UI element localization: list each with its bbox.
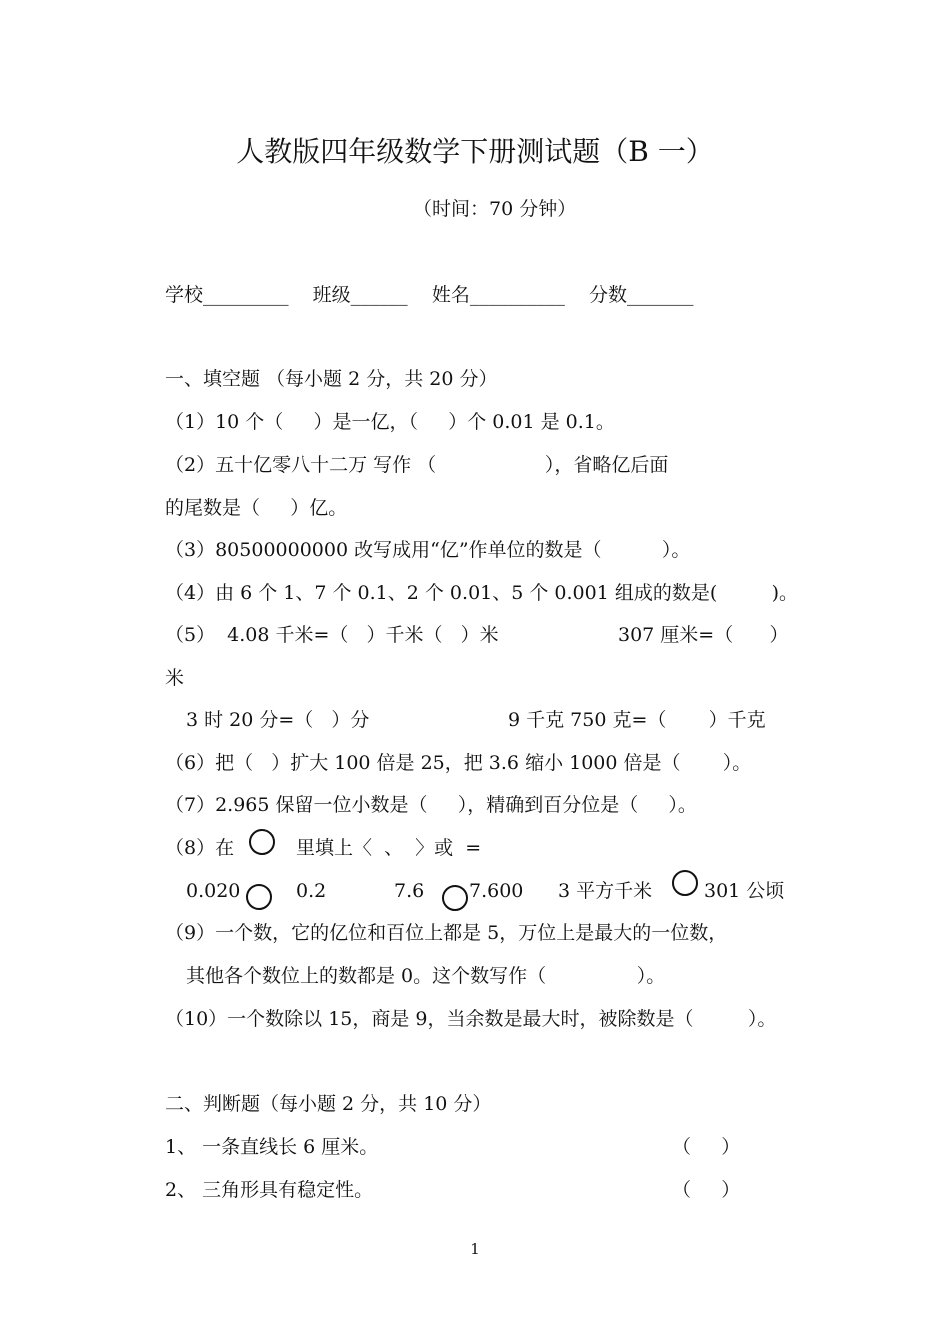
section-heading: 二、判断题（每小题 2 分，共 10 分） bbox=[165, 1093, 492, 1115]
question-line: 307 厘米=（ ） bbox=[618, 624, 789, 646]
comparison-circle-icon bbox=[249, 829, 275, 855]
question-line: （4）由 6 个 1、7 个 0.1、2 个 0.01、5 个 0.001 组成的数是( )。 bbox=[165, 582, 799, 604]
comparison-circle-icon bbox=[246, 884, 272, 910]
question-line: （8）在 bbox=[165, 837, 235, 859]
question-line: （10）一个数除以 15，商是 9，当余数是最大时，被除数是（ ）。 bbox=[165, 1008, 777, 1030]
comparison-value: 3 平方千米 bbox=[558, 880, 653, 902]
comparison-value: 301 公顷 bbox=[704, 880, 785, 902]
section-heading: 一、填空题 （每小题 2 分，共 20 分） bbox=[165, 368, 498, 390]
judgement-item: 1、 一条直线长 6 厘米。 bbox=[165, 1136, 379, 1158]
question-line: （6）把（ ）扩大 100 倍是 25，把 3.6 缩小 1000 倍是（ ）。 bbox=[165, 752, 752, 774]
question-line: （3）80500000000 改写成用“亿”作单位的数是（ ）。 bbox=[165, 539, 691, 561]
comparison-value: 7.6 bbox=[394, 880, 425, 902]
question-line: 9 千克 750 克=（ ）千克 bbox=[508, 709, 766, 731]
comparison-circle-icon bbox=[672, 870, 698, 896]
time-note: （时间：70 分钟） bbox=[413, 198, 577, 220]
answer-parentheses: （ ） bbox=[672, 1179, 741, 1201]
page-number: 1 bbox=[470, 1240, 480, 1258]
page-title: 人教版四年级数学下册测试题（B 一） bbox=[236, 135, 714, 168]
question-line: （9）一个数，它的亿位和百位上都是 5，万位上是最大的一位数， bbox=[165, 922, 728, 944]
student-info-line: 学校_________ 班级______ 姓名__________ 分数_______ bbox=[165, 284, 694, 306]
comparison-value: 7.600 bbox=[469, 880, 524, 902]
answer-parentheses: （ ） bbox=[672, 1136, 741, 1158]
question-line: （2）五十亿零八十二万 写作 （ ），省略亿后面 bbox=[165, 454, 669, 476]
judgement-item: 2、 三角形具有稳定性。 bbox=[165, 1179, 374, 1201]
question-line: （1）10 个（ ）是一亿，（ ）个 0.01 是 0.1。 bbox=[165, 411, 615, 433]
question-line: 3 时 20 分=（ ）分 bbox=[186, 709, 370, 731]
question-line: 里填上〈 、 〉或 = bbox=[296, 837, 482, 859]
comparison-circle-icon bbox=[442, 885, 468, 911]
question-line: （7）2.965 保留一位小数是（ ），精确到百分位是（ ）。 bbox=[165, 794, 697, 816]
question-line: 其他各个数位上的数都是 0。这个数写作（ ）。 bbox=[186, 965, 666, 987]
comparison-value: 0.2 bbox=[296, 880, 327, 902]
question-line: （5） 4.08 千米=（ ）千米（ ）米 bbox=[165, 624, 499, 646]
question-line: 的尾数是（ ）亿。 bbox=[165, 497, 348, 519]
question-line: 米 bbox=[165, 667, 185, 689]
comparison-value: 0.020 bbox=[186, 880, 241, 902]
